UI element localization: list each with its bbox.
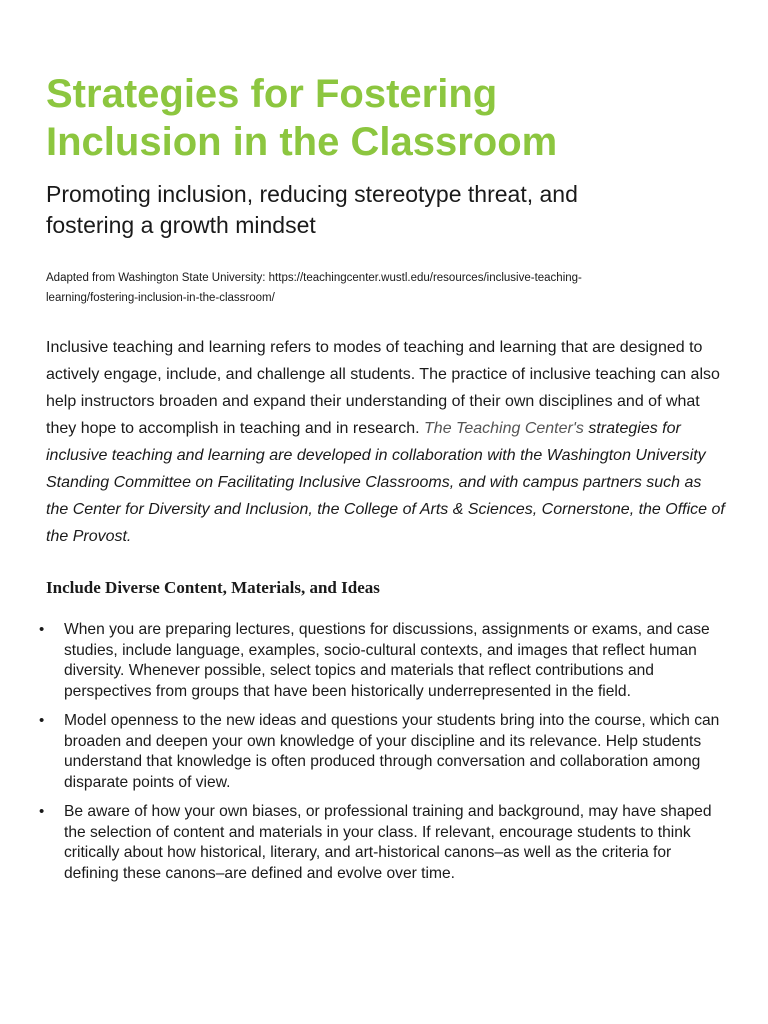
- source-url-line-1: https://teachingcenter.wustl.edu/resources/inclusive-teaching-: [268, 272, 582, 284]
- intro-paragraph: [46, 334, 728, 550]
- bullet-icon: •: [39, 621, 45, 638]
- title-line-1: Strategies for Fostering: [46, 72, 498, 116]
- bullet-item: [39, 711, 728, 793]
- bullet-text: Model openness to the new ideas and questions your students bring into the course, which can broaden and deepen your own knowledge of your discipline and its relevance. Help students understand that knowledge is often produced through conversation and collaboration among disparate points of view.: [64, 712, 720, 791]
- intro-plain-text: Inclusive teaching and learning refers to modes of teaching and learning that are designed to actively engage, include, and challenge all students. The practice of inclusive teaching can also help instructors broaden and expand their understanding of their own disciplines and of what they hope to accomplish in teaching and in research.: [46, 339, 720, 437]
- section-heading: Include Diverse Content, Materials, and Ideas: [46, 578, 380, 597]
- page-subtitle: [46, 179, 728, 241]
- source-url-line-2: learning/fostering-inclusion-in-the-classroom/: [46, 292, 275, 304]
- bullet-text: Be aware of how your own biases, or professional training and background, may have shaped the selection of content and materials in your class. If relevant, encourage students to think critically about how historical, literary, and art-historical canons–as well as the criteria for defining these canons–are defined and evolve over time.: [64, 803, 712, 882]
- bullet-text: When you are preparing lectures, questions for discussions, assignments or exams, and case studies, include language, examples, socio-cultural contexts, and images that reflect human diversity. Whenever possible, select topics and materials that reflect contributions and perspectives from groups that have been historically underrepresented in the field.: [64, 621, 710, 700]
- bullet-icon: •: [39, 712, 45, 729]
- subtitle-line-2: fostering a growth mindset: [46, 212, 316, 238]
- source-attribution: [46, 268, 728, 308]
- intro-italic-text: strategies for inclusive teaching and learning are developed in collaboration with the Washington University Standing Committee on Facilitating Inclusive Classrooms, and with campus partners such as the Center for Diversity and Inclusion, the College of Arts & Sciences, Cornerstone, the Office of the Provost.: [46, 420, 725, 545]
- bullet-item: [39, 802, 728, 884]
- intro-italic-lead: The Teaching Center's: [424, 420, 584, 437]
- bullet-list: [39, 620, 728, 884]
- bullet-icon: •: [39, 803, 45, 820]
- page-title: [46, 70, 728, 166]
- source-prefix: Adapted from Washington State University:: [46, 272, 269, 284]
- bullet-item: [39, 620, 728, 702]
- title-line-2: Inclusion in the Classroom: [46, 120, 558, 164]
- subtitle-line-1: Promoting inclusion, reducing stereotype threat, and: [46, 181, 578, 207]
